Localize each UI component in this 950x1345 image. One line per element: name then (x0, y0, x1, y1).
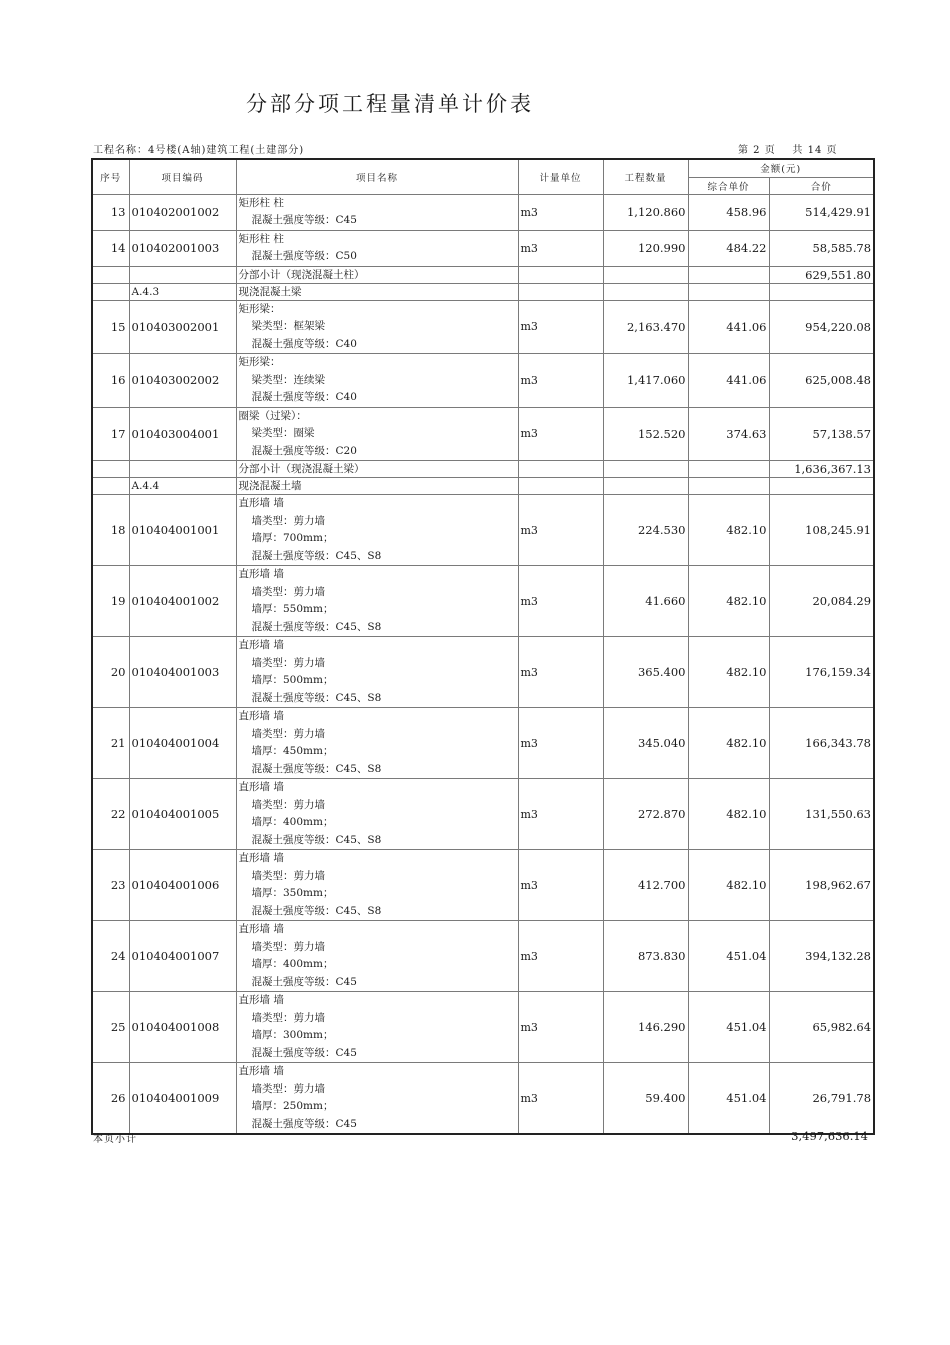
row-description (236, 637, 518, 708)
row-unit: m3 (518, 708, 603, 779)
section-qty (603, 478, 688, 495)
description-line: 墙厚：500mm； (251, 674, 334, 686)
header-total: 合价 (769, 177, 874, 194)
section-qty (603, 283, 688, 300)
row-unit-price: 441.06 (688, 300, 769, 354)
page-title: 分部分项工程量清单计价表 (246, 92, 534, 116)
table-row (92, 407, 874, 461)
header-amount-group: 金额(元) (688, 159, 874, 177)
description-line: 矩形柱 柱 (238, 232, 284, 245)
row-seq: 16 (92, 354, 129, 408)
row-unit-price: 482.10 (688, 566, 769, 637)
description-line: 墙类型：剪力墙 (251, 585, 325, 598)
description-line: 梁类型：框架梁 (251, 320, 325, 332)
subtotal-row (92, 461, 874, 478)
subtotal-code (129, 461, 236, 478)
subtotal-row (92, 266, 874, 283)
row-total: 65,982.64 (769, 992, 874, 1063)
row-unit: m3 (518, 921, 603, 992)
header-qty: 工程数量 (603, 159, 688, 194)
row-code: 010403002001 (129, 300, 236, 354)
subtotal-price (688, 266, 769, 283)
row-code: 010404001009 (129, 1063, 236, 1135)
description-line: 直形墙 墙 (238, 497, 284, 509)
row-unit: m3 (518, 637, 603, 708)
subtotal-seq (92, 461, 129, 478)
row-code: 010404001007 (129, 921, 236, 992)
description-line: 混凝土强度等级：C45、S8 (251, 549, 382, 562)
subtotal-qty (603, 266, 688, 283)
table-row (92, 637, 874, 708)
description-line: 墙厚：300mm； (251, 1029, 334, 1041)
row-total: 108,245.91 (769, 495, 874, 566)
row-unit-price: 482.10 (688, 850, 769, 921)
table-row (92, 850, 874, 921)
section-seq (92, 283, 129, 300)
row-description (236, 495, 518, 566)
row-seq: 24 (92, 921, 129, 992)
row-code: 010404001006 (129, 850, 236, 921)
description-line: 直形墙 墙 (238, 1065, 284, 1077)
description-line: 混凝土强度等级：C45、S8 (251, 833, 382, 846)
bill-table (91, 158, 875, 1135)
footer-label: 本页小计 (93, 1134, 137, 1145)
description-line: 矩形梁： (238, 302, 281, 315)
description-line: 墙类型：剪力墙 (251, 940, 325, 953)
description-line: 直形墙 墙 (238, 568, 284, 580)
table-row (92, 354, 874, 408)
row-unit-price: 482.10 (688, 495, 769, 566)
description-line: 墙厚：450mm； (251, 745, 334, 757)
row-unit-price: 482.10 (688, 637, 769, 708)
description-line: 混凝土强度等级：C45 (251, 214, 357, 226)
row-qty: 365.400 (603, 637, 688, 708)
page-info: 第 2 页 共 14 页 (738, 145, 838, 156)
row-seq: 18 (92, 495, 129, 566)
row-code: 010404001001 (129, 495, 236, 566)
table-row (92, 230, 874, 266)
row-code: 010404001004 (129, 708, 236, 779)
row-total: 394,132.28 (769, 921, 874, 992)
subtotal-unit (518, 266, 603, 283)
row-seq: 22 (92, 779, 129, 850)
description-line: 混凝土强度等级：C45 (251, 975, 357, 988)
row-unit-price: 374.63 (688, 407, 769, 461)
row-total: 20,084.29 (769, 566, 874, 637)
row-seq: 14 (92, 230, 129, 266)
table-row (92, 1063, 874, 1135)
row-unit-price: 451.04 (688, 921, 769, 992)
description-line: 圈梁（过梁）： (238, 409, 307, 422)
section-label: 现浇混凝土梁 (236, 283, 518, 300)
header-unit-price: 综合单价 (688, 177, 769, 194)
header-seq: 序号 (92, 159, 129, 194)
row-seq: 17 (92, 407, 129, 461)
section-label: 现浇混凝土墙 (236, 478, 518, 495)
section-price (688, 283, 769, 300)
row-total: 58,585.78 (769, 230, 874, 266)
row-total: 26,791.78 (769, 1063, 874, 1135)
row-description (236, 230, 518, 266)
description-line: 梁类型：圈梁 (251, 427, 315, 439)
header-code: 项目编码 (129, 159, 236, 194)
row-code: 010404001005 (129, 779, 236, 850)
header-unit: 计量单位 (518, 159, 603, 194)
row-qty: 412.700 (603, 850, 688, 921)
description-line: 混凝土强度等级：C40 (251, 337, 357, 350)
row-seq: 23 (92, 850, 129, 921)
row-description (236, 407, 518, 461)
section-seq (92, 478, 129, 495)
description-line: 墙类型：剪力墙 (251, 727, 325, 740)
row-seq: 13 (92, 194, 129, 230)
row-qty: 345.040 (603, 708, 688, 779)
row-qty: 224.530 (603, 495, 688, 566)
row-code: 010402001002 (129, 194, 236, 230)
row-unit: m3 (518, 850, 603, 921)
row-total: 176,159.34 (769, 637, 874, 708)
section-total (769, 283, 874, 300)
row-description (236, 708, 518, 779)
project-name: 工程名称：4号楼(A轴)建筑工程(土建部分) (93, 145, 305, 156)
row-description (236, 850, 518, 921)
row-qty: 59.400 (603, 1063, 688, 1135)
description-line: 墙厚：250mm； (251, 1100, 334, 1112)
description-line: 墙类型：剪力墙 (251, 798, 325, 811)
row-unit: m3 (518, 194, 603, 230)
description-line: 墙类型：剪力墙 (251, 1011, 325, 1024)
description-line: 混凝土强度等级：C45、S8 (251, 620, 382, 633)
row-description (236, 194, 518, 230)
row-qty: 1,417.060 (603, 354, 688, 408)
description-line: 矩形梁： (238, 356, 281, 368)
row-code: 010403002002 (129, 354, 236, 408)
subtotal-total: 1,636,367.13 (769, 461, 874, 478)
description-line: 梁类型：连续梁 (251, 373, 325, 386)
subtotal-unit (518, 461, 603, 478)
description-line: 墙类型：剪力墙 (251, 514, 325, 527)
row-code: 010404001008 (129, 992, 236, 1063)
row-qty: 152.520 (603, 407, 688, 461)
row-unit: m3 (518, 300, 603, 354)
row-unit: m3 (518, 230, 603, 266)
description-line: 混凝土强度等级：C20 (251, 444, 357, 457)
description-line: 混凝土强度等级：C45、S8 (251, 691, 382, 704)
description-line: 直形墙 墙 (238, 994, 284, 1006)
description-line: 混凝土强度等级：C45 (251, 1046, 357, 1059)
row-description (236, 566, 518, 637)
row-qty: 2,163.470 (603, 300, 688, 354)
row-unit: m3 (518, 495, 603, 566)
row-unit-price: 482.10 (688, 708, 769, 779)
description-line: 直形墙 墙 (238, 923, 284, 935)
description-line: 墙类型：剪力墙 (251, 869, 325, 882)
description-line: 直形墙 墙 (238, 710, 284, 722)
row-qty: 272.870 (603, 779, 688, 850)
description-line: 矩形柱 柱 (238, 196, 284, 209)
description-line: 混凝土强度等级：C45 (251, 1117, 357, 1130)
row-code: 010404001003 (129, 637, 236, 708)
description-line: 混凝土强度等级：C45、S8 (251, 904, 382, 917)
row-seq: 19 (92, 566, 129, 637)
row-unit: m3 (518, 779, 603, 850)
section-row (92, 478, 874, 495)
row-qty: 1,120.860 (603, 194, 688, 230)
description-line: 直形墙 墙 (238, 639, 284, 651)
description-line: 墙类型：剪力墙 (251, 656, 325, 669)
row-code: 010404001002 (129, 566, 236, 637)
table-row (92, 992, 874, 1063)
row-seq: 21 (92, 708, 129, 779)
description-line: 混凝土强度等级：C50 (251, 250, 357, 262)
row-unit-price: 458.96 (688, 194, 769, 230)
table-row (92, 921, 874, 992)
row-qty: 146.290 (603, 992, 688, 1063)
subtotal-total: 629,551.80 (769, 266, 874, 283)
row-unit-price: 441.06 (688, 354, 769, 408)
description-line: 墙厚：700mm； (251, 532, 334, 544)
table-row (92, 708, 874, 779)
subtotal-seq (92, 266, 129, 283)
subtotal-qty (603, 461, 688, 478)
table-row (92, 495, 874, 566)
row-seq: 25 (92, 992, 129, 1063)
row-code: 010402001003 (129, 230, 236, 266)
row-unit: m3 (518, 354, 603, 408)
row-total: 954,220.08 (769, 300, 874, 354)
table-body (92, 194, 874, 1134)
row-unit-price: 484.22 (688, 230, 769, 266)
row-qty: 873.830 (603, 921, 688, 992)
row-unit-price: 451.04 (688, 992, 769, 1063)
row-unit-price: 482.10 (688, 779, 769, 850)
row-seq: 20 (92, 637, 129, 708)
section-unit (518, 283, 603, 300)
row-qty: 41.660 (603, 566, 688, 637)
row-total: 166,343.78 (769, 708, 874, 779)
table-row (92, 194, 874, 230)
row-unit: m3 (518, 566, 603, 637)
footer-total: 3,497,636.14 (791, 1129, 868, 1143)
description-line: 直形墙 墙 (238, 781, 284, 793)
row-seq: 15 (92, 300, 129, 354)
row-total: 198,962.67 (769, 850, 874, 921)
table-row (92, 779, 874, 850)
row-unit: m3 (518, 1063, 603, 1135)
row-total: 131,550.63 (769, 779, 874, 850)
section-row (92, 283, 874, 300)
section-code: A.4.3 (129, 283, 236, 300)
description-line: 混凝土强度等级：C45、S8 (251, 762, 382, 775)
row-description (236, 1063, 518, 1135)
row-unit-price: 451.04 (688, 1063, 769, 1135)
row-description (236, 992, 518, 1063)
section-price (688, 478, 769, 495)
description-line: 墙厚：350mm； (251, 887, 334, 899)
subtotal-code (129, 266, 236, 283)
description-line: 墙厚：550mm； (251, 603, 334, 615)
row-total: 625,008.48 (769, 354, 874, 408)
row-seq: 26 (92, 1063, 129, 1135)
row-total: 57,138.57 (769, 407, 874, 461)
table-row (92, 566, 874, 637)
row-unit: m3 (518, 992, 603, 1063)
table-row (92, 300, 874, 354)
row-description (236, 779, 518, 850)
row-unit: m3 (518, 407, 603, 461)
row-description (236, 300, 518, 354)
description-line: 直形墙 墙 (238, 852, 284, 864)
section-total (769, 478, 874, 495)
description-line: 墙厚：400mm； (251, 958, 334, 970)
header-name: 项目名称 (236, 159, 518, 194)
section-code: A.4.4 (129, 478, 236, 495)
row-total: 514,429.91 (769, 194, 874, 230)
row-description (236, 921, 518, 992)
description-line: 墙厚：400mm； (251, 816, 334, 828)
row-code: 010403004001 (129, 407, 236, 461)
description-line: 混凝土强度等级：C40 (251, 391, 357, 403)
row-qty: 120.990 (603, 230, 688, 266)
row-description (236, 354, 518, 408)
subtotal-price (688, 461, 769, 478)
subtotal-label: 分部小计（现浇混凝土柱） (236, 266, 518, 283)
subtotal-label: 分部小计（现浇混凝土梁） (236, 461, 518, 478)
section-unit (518, 478, 603, 495)
description-line: 墙类型：剪力墙 (251, 1082, 325, 1095)
